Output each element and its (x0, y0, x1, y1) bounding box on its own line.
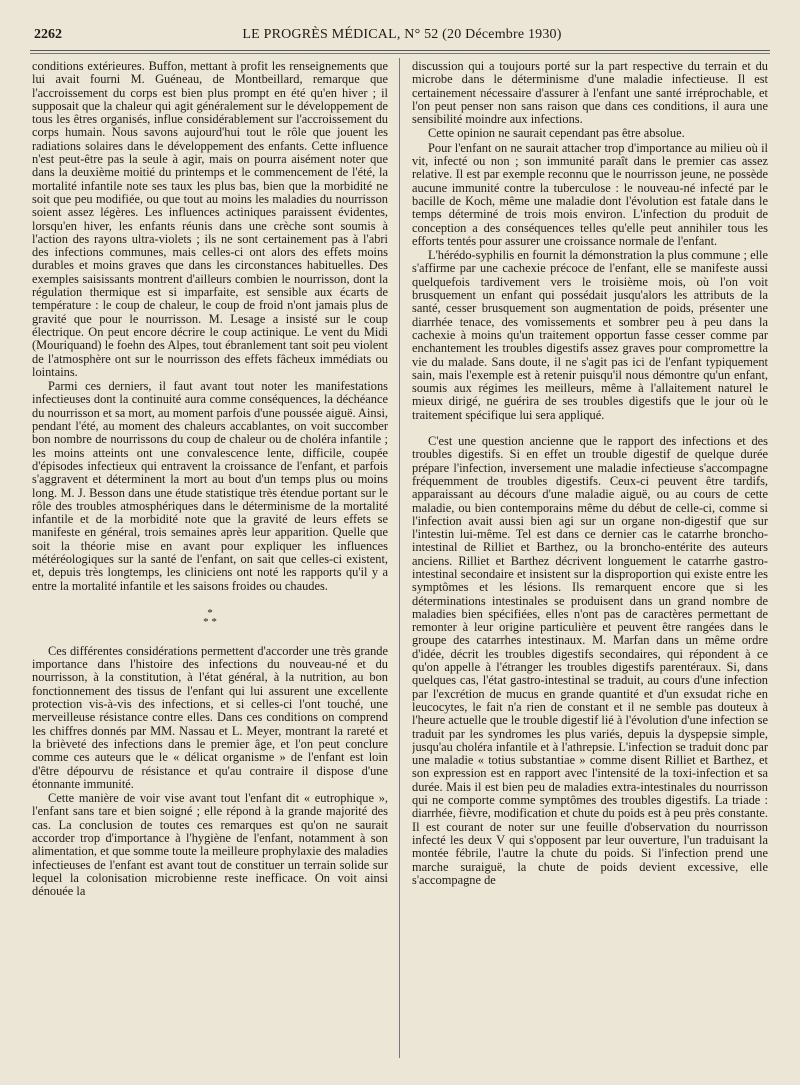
paragraph: Cette manière de voir vise avant tout l'enfant dit « eutrophique », l'enfant sans tare et bien soigné ; elle répond à la grande majorité des cas. La conclusion de toutes ces remarques est qu'on ne saurait accorder trop d'importance à l'hygiène de l'enfant, notamment à son alimentation, et que somme toute la meilleure prophylaxie des maladies infectieuses de l'enfant est avant tout de constituer un terrain solide sur lequel la colonisation microbienne reste inefficace. On voit ainsi dénouée la (32, 791, 388, 899)
paragraph: L'hérédo-syphilis en fournit la démonstration la plus commune ; elle s'affirme par une cachexie précoce de l'enfant, elle se manifeste aussi quelquefois tardivement vers le troisième mois, où l'on voit brusquement un enfant qui possédait jusqu'alors les attributs de la santé, cesser brusquement son augmentation de poids, présenter une diarrhée tenace, des vomissements et sombrer peu à peu dans la cachexie à moins qu'un traitement opportun fasse cesser comme par enchantement les troubles digestifs assez graves pour compromettre la vie du malade. Sans doute, il ne s'agit pas ici de l'enfant typiquement sain, mais l'exemple est à retenir puisqu'il nous démontre qu'un enfant, soumis aux régimes les meilleurs, même à l'allaitement naturel le mieux dirigé, ne guérira de ses troubles digestifs que le jour où le traitement spécifique lui sera appliqué. (412, 248, 768, 422)
paragraph: discussion qui a toujours porté sur la part respective du terrain et du microbe dans le déterminisme d'une maladie infectieuse. Il est certainement nécessaire d'assurer à l'enfant une santé irréprochable, et l'on peut penser non sans raison que dans ces conditions, il aura une sensibilité moindre aux infections. (412, 60, 768, 127)
asterism-top: * (207, 606, 213, 619)
paragraph: C'est une question ancienne que le rapport des infections et des troubles digestifs. Si en effet un trouble digestif de quelque durée prépare l'infection, inversement une maladie infectieuse s'accompagne fréquemment de troubles digestifs. Ceux-ci peuvent être tardifs, apparaissant au décours d'une maladie aiguë, ou au cours de cette maladie, ou bien contemporains même du début de celle-ci, comme si l'infection avait aussi bien agi sur un organe non-digestif que sur l'intestin lui-même. Tel est dans ce dernier cas le catarrhe broncho-intestinal de Rilliet et Barthez, ou la broncho-entérite des auteurs anciens. Rilliet et Barthez décrivent longuement le catarrhe gastro-intestinal secondaire et insistent sur la disproportion qui existe entre les symptômes et les lésions. Ils remarquent encore que si les déterminations intestinales se produisent dans un grand nombre de maladies bien spécifiées, elles n'ont pas de caractères permettant de remonter à leur origine particulière et peuvent être rangées dans le groupe des catarrhes intestinaux. M. Marfan dans un même ordre d'idée, décrit les troubles digestifs secondaires, qui répondent à ce qu'on appelle à l'étranger les troubles digestifs parentéraux. Si, dans quelques cas, l'état gastro-intestinal se traduit, au cours d'une infection par l'excrétion de mucus en grande quantité et d'un exsudat riche en leucocytes, le fait n'a rien de constant et il ne semble pas douteux à l'heure actuelle que le trouble digestif lié à l'évolution d'une infection se traduit par les syndromes les plus variés, depuis la dyspepsie simple, jusqu'au choléra infantile et à l'athrepsie. L'infection se traduit donc par une maladie « totius substantiae » comme disent Rilliet et Barthez, et son expression est en rapport avec l'intensité de la toxi-infection et sa durée. Mais il est bien peu de maladies extra-intestinales du nourrisson qui ne comporte comme symptômes des troubles digestifs. La triade : diarrhée, fièvre, modification et chute du poids est à peu près constante. Il est courant de noter sur une feuille d'observation du nourrisson infecté les deux V qui s'opposent par leur ouverture, l'un traduisant la montée fébrile, l'autre la chute du poids. Si l'infection prend une marche suraiguë, la chute de poids devient excessive, elle s'accompagne de (412, 434, 768, 887)
paragraph: conditions extérieures. Buffon, mettant à profit les renseignements que lui avait fourni M. Guéneau, de Montbeillard, remarque que l'accroissement du corps est bien plus prompt en été qu'en hiver ; il supposait que la chaleur qui agit généralement sur le développement de tous les êtres organisés, influe considérablement sur l'accroissement du corps humain. Nous savons aujourd'hui tout le rôle que jouent les radiations solaires dans le développement des enfants. Cette influence n'est peut-être pas la seule à agir, mais on pourra aisément noter que dans la deuxième moitié du printemps et le commencement de l'été, la mortalité infantile note ses taux les plus bas, bien que la morbidité ne soit que peu modifiée, ou que tout au moins les maladies du nourrisson soient assez légères. Les influences actiniques paraissent évidentes, lorsqu'en hiver, les enfants réunis dans une crèche sont soumis à l'action des rayons ultra-violets ; ils ne sont certainement pas à l'abri des infections communes, mais celles-ci ont alors des effets moins durables et moins graves que dans les circonstances habituelles. Des exemples saisissants montrent d'ailleurs combien le nourrisson, dont la régulation thermique est si imparfaite, est sensible aux écarts de température : le coup de chaleur, le coup de froid n'ont jamais plus de gravité que pour le nourrisson. M. Lesage a insisté sur le coup électrique. On peut encore décrire le coup actinique. Le vent du Midi (Mouriquand) le foehn des Alpes, tout ébranlement tant soit peu violent de l'atmosphère ont sur le nourrisson des effets fâcheux immédiats ou lointains. (32, 60, 388, 379)
column-divider (399, 58, 400, 1058)
page-header (34, 24, 770, 46)
asterism-bottom: * * (203, 615, 217, 628)
header-rule (30, 50, 770, 54)
paragraph: Ces différentes considérations permettent d'accorder une très grande importance dans l'histoire des infections du nouveau-né et du nourrisson, à la constitution, à l'état général, à la nutrition, au bon fonctionnement des tissus de l'enfant qui lui assurent une excellente protection vis-à-vis des infections, et si celles-ci l'ont touché, une merveilleuse résistance contre elles. Dans ces conditions on comprend les chiffres donnés par MM. Nassau et L. Meyer, montrant la rareté et la brièveté des infections dans le premier âge, et l'on peut conclure comme ces auteurs que le « délicat organisme » de l'enfant est loin d'être dépourvu de résistance et qu'au contraire il dispose d'une étonnante immunité. (32, 643, 388, 791)
left-column (32, 60, 388, 1060)
paragraph: Pour l'enfant on ne saurait attacher trop d'importance au milieu où il vit, infecté ou non ; son immunité paraît dans le premier cas assez relative. Il est par exemple reconnu que le nourrisson jeune, ne possède aucune immunité contre la tuberculose : le nouveau-né infecté par le bacille de Koch, même une maladie dont l'évolution est fatale dans le temps déterminé de trois mois environ. L'infection du produit de conception a des conséquences telles qu'elle peut annihiler tous les efforts tentés pour assurer une croissance normale de l'enfant. (412, 140, 768, 248)
paragraph: Parmi ces derniers, il faut avant tout noter les manifestations infectieuses dont la continuité aura comme conséquences, la déchéance du nourrisson et sa mort, au moment parfois d'une poussée aiguë. Ainsi, pendant l'été, au moment des chaleurs accablantes, on voit succomber bon nombre de nourrissons du coup de chaleur ou de choléra infantile ; les moins atteints ont une convalescence lente, difficile, coupée d'épisodes infectieux qui entravent la croissance de l'enfant, et parfois s'aggravent et déterminent la mort au bout d'un temps plus ou moins long. M. J. Besson dans une étude statistique très étendue portant sur le rôle des troubles atmosphériques dans le déterminisme de la mortalité infantile et de la morbidité note que la gravité de leurs effets se manifeste en général, trois semaines après leur apparition. Quelle que soit la théorie mise en avant pour expliquer les influences météréologiques sur la santé de l'enfant, on sait que celles-ci existent, et, depuis très longtemps, les cliniciens ont noté les rapports qu'il y a entre la mortalité infantile et les saisons froides ou chaudes. (32, 379, 388, 593)
section-separator (32, 606, 388, 628)
paragraph: Cette opinion ne saurait cependant pas être absolue. (428, 126, 685, 141)
page-number: 2262 (34, 27, 62, 42)
running-title: LE PROGRÈS MÉDICAL, N° 52 (20 Décembre 1930) (242, 27, 562, 42)
right-column (412, 60, 768, 1060)
